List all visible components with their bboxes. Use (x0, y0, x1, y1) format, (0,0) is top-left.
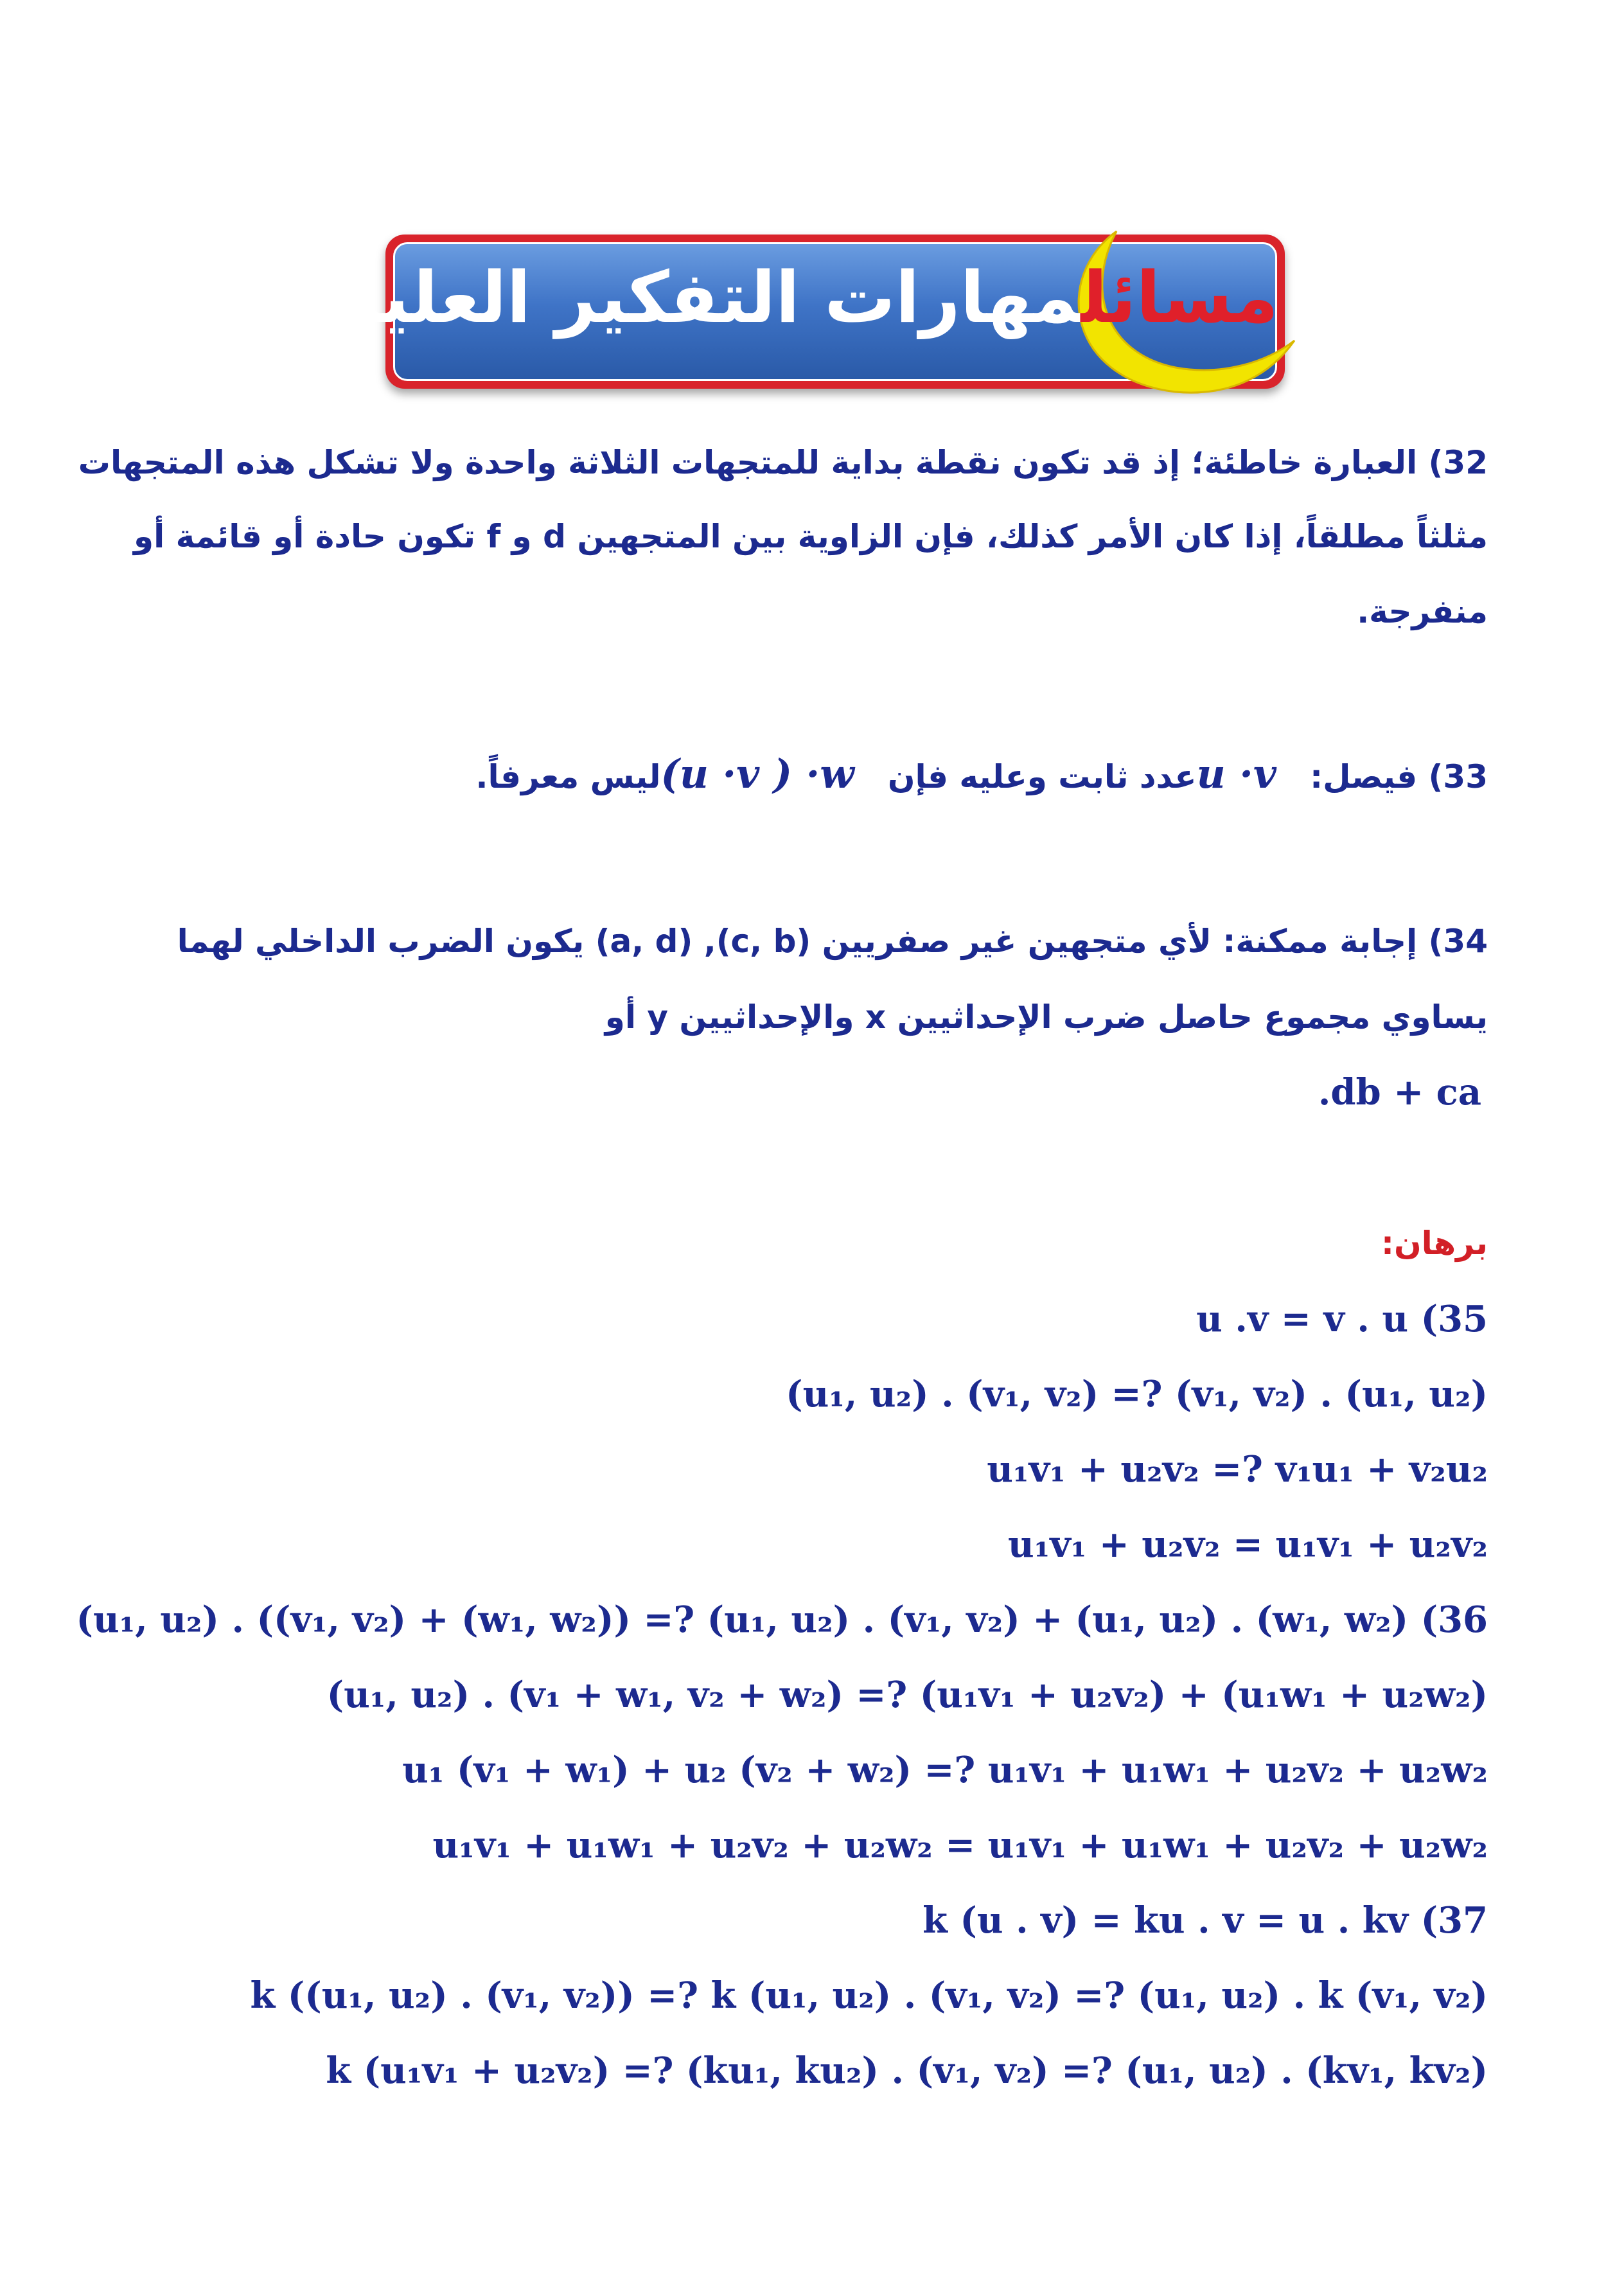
proof-label: برهان: (1381, 1225, 1488, 1262)
q32-line-3: منفرجة. (1357, 593, 1488, 630)
q34-line-2: يساوي مجموع حاصل ضرب الإحداثيين x والإحداثيين y أو (605, 998, 1488, 1036)
q33-tail: ليس معرفاً. (475, 758, 661, 795)
title-banner (328, 218, 1298, 405)
q37-line-3: k (u₁v₁ + u₂v₂) =? (ku₁, ku₂) . (v₁, v₂) =? (u₁, u₂) . (kv₁, kv₂) (326, 2050, 1488, 2092)
q36-line-2: (u₁, u₂) . (v₁ + w₁, v₂ + w₂) =? (u₁v₁ + u₂v₂) + (u₁w₁ + u₂w₂) (326, 1674, 1488, 1716)
q35-line-2: (u₁, u₂) . (v₁, v₂) =? (v₁, v₂) . (u₁, u₂) (786, 1373, 1488, 1415)
q33-expr-1: u ·v (1196, 750, 1276, 797)
q32-line-1: 32) العبارة خاطئة؛ إذ قد تكون نقطة بداية للمتجهات الثلاثة واحدة ولا تشكل هذه المتجهات (78, 444, 1488, 481)
q33-mid: عدد ثابت وعليه فإن (887, 758, 1197, 795)
q37-line-1: k (u . v) = ku . v = u . kv (37 (922, 1899, 1488, 1942)
q35-line-3: u₁v₁ + u₂v₂ =? v₁u₁ + v₂u₂ (987, 1448, 1488, 1491)
q36-line-4: u₁v₁ + u₁w₁ + u₂v₂ + u₂w₂ = u₁v₁ + u₁w₁ + u₂v₂ + u₂w₂ (432, 1824, 1488, 1866)
q33-expr-2: (u ·v ) ·w (660, 750, 854, 797)
q34-line-1: 34) إجابة ممكنة: لأي متجهين غير صفريين (c, b), (a, d) يكون الضرب الداخلي لهما (177, 923, 1488, 960)
q36-line-3: u₁ (v₁ + w₁) + u₂ (v₂ + w₂) =? u₁v₁ + u₁w₁ + u₂v₂ + u₂w₂ (402, 1749, 1488, 1791)
q35-line-1: u .v = v . u (35 (1196, 1298, 1488, 1340)
q37-line-2: k ((u₁, u₂) . (v₁, v₂)) =? k (u₁, u₂) . (v₁, v₂) =? (u₁, u₂) . k (v₁, v₂) (250, 1974, 1488, 2017)
q36-line-1: (u₁, u₂) . ((v₁, v₂) + (w₁, w₂)) =? (u₁, u₂) . (v₁, v₂) + (u₁, u₂) . (w₁, w₂) (36 (76, 1599, 1488, 1641)
q33-line (475, 752, 1488, 799)
q34-line-3-text: ac + bd. (1318, 1071, 1481, 1113)
banner-title-red: مسائل (1081, 256, 1278, 339)
q34-line-3 (1318, 1068, 1481, 1117)
banner-title (328, 256, 1278, 339)
q32-line-2: مثلثاً مطلقاً، إذا كان الأمر كذلك، فإن الزاوية بين المتجهين d و f تكون حادة أو قائمة أو (134, 518, 1488, 555)
q33-lead: 33) فيصل: (1310, 758, 1488, 795)
banner-title-white: مهارات التفكير العليا: (328, 256, 1081, 339)
q35-line-4: u₁v₁ + u₂v₂ = u₁v₁ + u₂v₂ (1008, 1523, 1488, 1566)
